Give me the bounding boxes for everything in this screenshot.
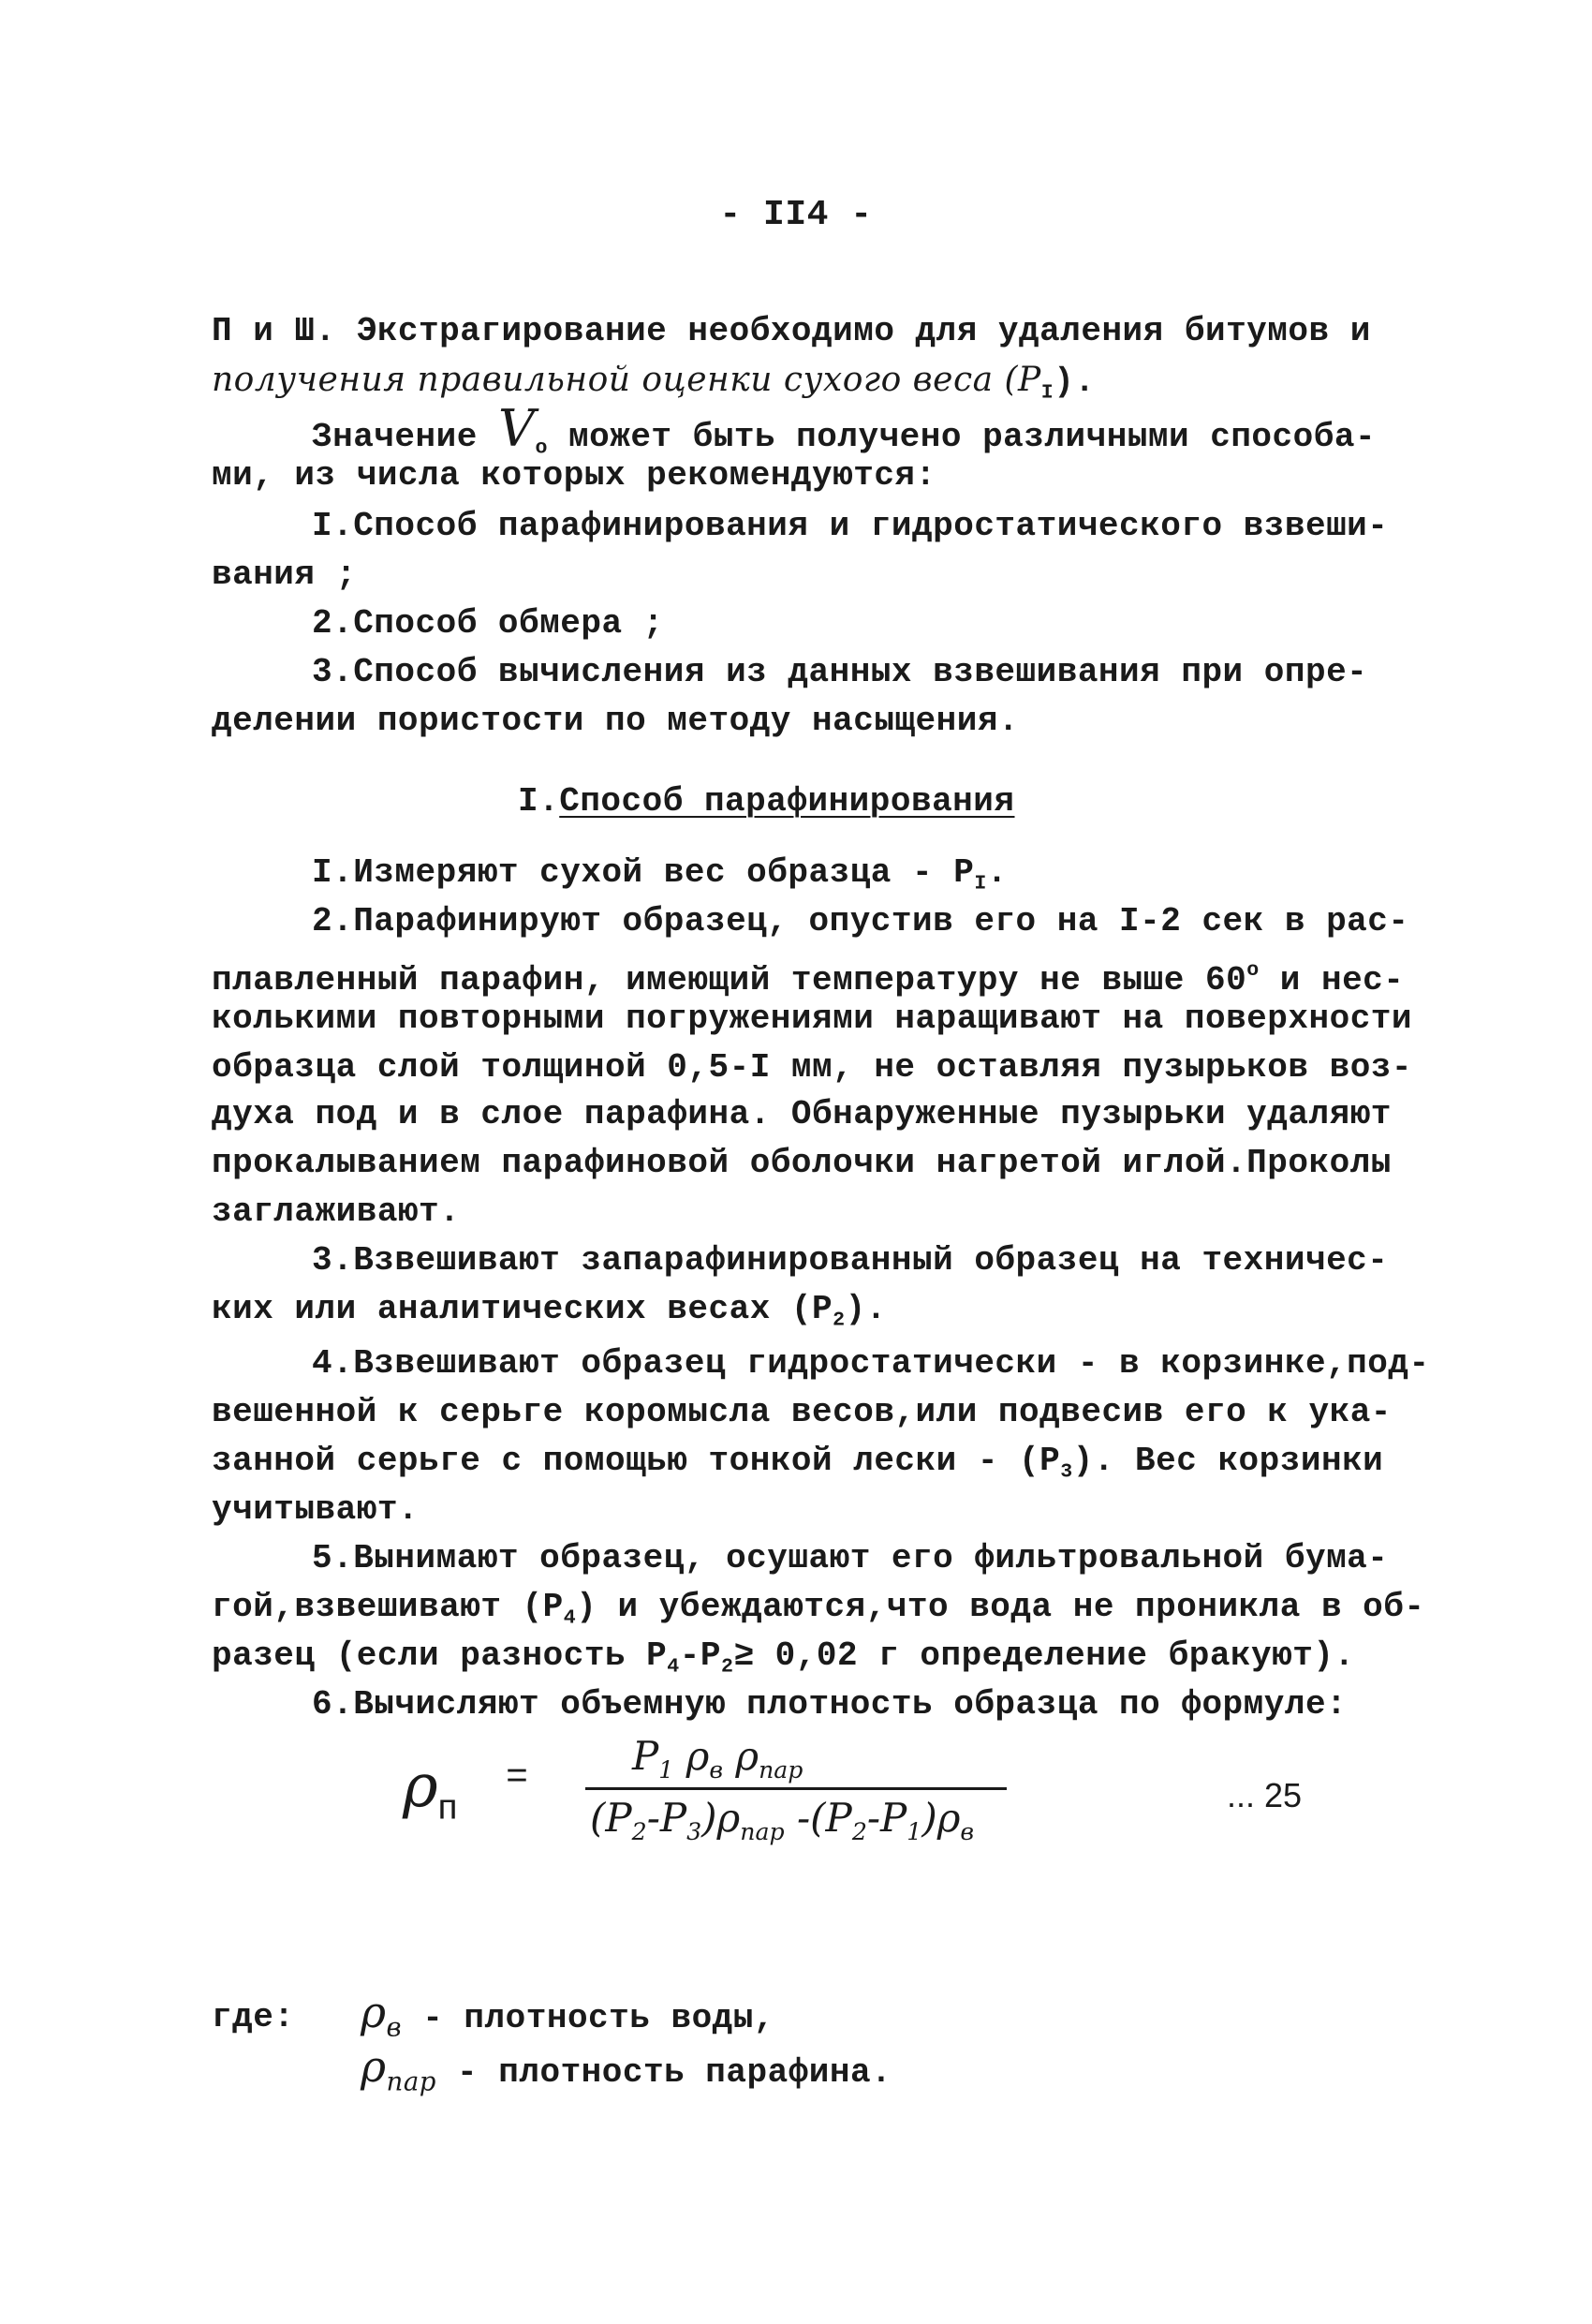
text-line: колькими повторными погружениями наращивают на поверхности	[212, 999, 1413, 1038]
text-run: Значение	[312, 418, 498, 456]
text-line: прокалыванием парафиновой оболочки нагретой иглой.Проколы	[212, 1144, 1392, 1182]
step-6: 6.Вычисляют объемную плотность образца по формуле:	[312, 1685, 1348, 1724]
legend-symbol	[361, 1987, 403, 2043]
text-run: ).	[845, 1290, 887, 1328]
text-line: 2.Способ обмера ;	[312, 604, 664, 643]
subscript: 1	[907, 1817, 922, 1845]
subscript: 3	[686, 1817, 702, 1845]
subscript: 3	[1060, 1460, 1073, 1484]
subscript: о	[535, 437, 548, 460]
step-1	[312, 851, 1008, 907]
text-run: плавленный парафин, имеющий температуру не выше 60	[212, 961, 1247, 1000]
text-run: ких или аналитических весах (P	[212, 1290, 833, 1328]
step-3: 3.Взвешивают запарафинированный образец на техничес-	[312, 1241, 1389, 1280]
formula-term: -P	[646, 1795, 687, 1841]
rho-symbol: ρ	[361, 1987, 387, 2037]
subscript: 2	[851, 1817, 867, 1845]
legend-where: где:	[212, 1998, 295, 2036]
formula-lhs	[403, 1752, 457, 1828]
text-line: I.Способ парафинирования и гидростатического взвеши-	[312, 507, 1389, 545]
text-run: -P	[679, 1636, 721, 1675]
text-line	[212, 1439, 1383, 1495]
subscript: пар	[386, 2065, 436, 2097]
fraction-bar	[585, 1787, 1007, 1790]
formula-denominator	[590, 1795, 974, 1845]
superscript: о	[1246, 959, 1260, 982]
subscript: 1	[658, 1755, 674, 1784]
text-run: занной серьге с помощью тонкой лески - (P	[212, 1442, 1061, 1480]
section-heading	[518, 779, 1015, 824]
subscript: 4	[667, 1655, 680, 1679]
text-line: вания ;	[212, 555, 357, 594]
formula-term: (P	[590, 1795, 632, 1841]
text-line: образца слой толщиной 0,5-I мм, не оставляя пузырьков воз-	[212, 1048, 1413, 1087]
text-line	[212, 1585, 1424, 1641]
formula-numerator	[632, 1733, 803, 1784]
step-5: 5.Вынимают образец, осушают его фильтровальной бума-	[312, 1539, 1389, 1577]
subscript: I	[974, 872, 987, 896]
legend-text: - плотность воды,	[422, 1999, 774, 2037]
section-title: Способ парафинирования	[559, 782, 1015, 821]
text-run: гой,взвешивают (P	[212, 1588, 564, 1626]
text-run: I.Измеряют сухой вес образца - P	[312, 853, 975, 892]
subscript: в	[960, 1817, 975, 1845]
text-line: заглаживают.	[212, 1192, 461, 1231]
page-number: - II4 -	[719, 195, 873, 235]
text-run: может быть получено различными способа-	[547, 418, 1377, 456]
subscript: в	[709, 1755, 724, 1784]
legend-text: - плотность парафина.	[457, 2053, 892, 2092]
text-run: ≥ 0,02 г определение бракуют).	[733, 1636, 1355, 1675]
text-line: ми, из числа которых рекомендуются:	[212, 456, 936, 495]
step-4: 4.Взвешивают образец гидростатически - в корзинке,под-	[312, 1344, 1430, 1383]
density-formula	[403, 1733, 1433, 1873]
rho-symbol: ρ	[403, 1752, 438, 1821]
rho-symbol: ρ	[361, 2041, 387, 2092]
text-line	[212, 948, 1404, 1003]
legend-item-paraffin	[361, 2041, 892, 2105]
formula-term: ρ	[673, 1733, 710, 1779]
subscript: пар	[759, 1755, 803, 1784]
formula-term: ρ	[723, 1733, 759, 1779]
section-number: I.	[518, 782, 560, 821]
subscript: 2	[833, 1309, 846, 1332]
text-line	[212, 1634, 1355, 1690]
text-line: вешенной к серьге коромысла весов,или подвесив его к ука-	[212, 1393, 1392, 1431]
formula-term: -(P	[784, 1795, 852, 1841]
formula-number: ... 25	[1227, 1776, 1303, 1814]
text-line: делении пористости по методу насыщения.	[212, 702, 1020, 740]
text-line: учитывают.	[212, 1490, 420, 1529]
text-run: .	[986, 853, 1008, 892]
text-line: духа под и в слое парафина. Обнаруженные пузырьки удаляют	[212, 1095, 1392, 1133]
formula-term: )ρ	[921, 1795, 961, 1841]
subscript: 2	[720, 1655, 734, 1679]
subscript: I	[1040, 381, 1054, 405]
formula-term: P	[632, 1733, 659, 1779]
text-run: ) и убеждаются,что вода не проникла в об-	[576, 1588, 1425, 1626]
subscript: 4	[563, 1606, 577, 1630]
formula-term: -P	[866, 1795, 907, 1841]
text-run: и нес-	[1259, 961, 1405, 1000]
subscript: п	[437, 1786, 458, 1828]
text-run: ).	[1054, 363, 1096, 401]
text-run: получения правильной оценки сухого веса (P	[212, 361, 1041, 399]
subscript: 2	[631, 1817, 647, 1845]
equals-sign: =	[506, 1757, 529, 1799]
v0-symbol: V	[497, 399, 536, 458]
step-2: 2.Парафинируют образец, опустив его на I-2 сек в рас-	[312, 902, 1409, 940]
subscript: пар	[740, 1817, 785, 1845]
text-line: П и Ш. Экстрагирование необходимо для удаления битумов и	[212, 312, 1371, 350]
legend-symbol	[361, 2041, 436, 2097]
text-run: разец (если разность P	[212, 1636, 668, 1675]
formula-term: )ρ	[701, 1795, 741, 1841]
text-line	[212, 1287, 887, 1343]
subscript: в	[386, 2011, 403, 2043]
text-line: 3.Способ вычисления из данных взвешивания при опре-	[312, 653, 1368, 691]
text-run: ). Вес корзинки	[1072, 1442, 1384, 1480]
